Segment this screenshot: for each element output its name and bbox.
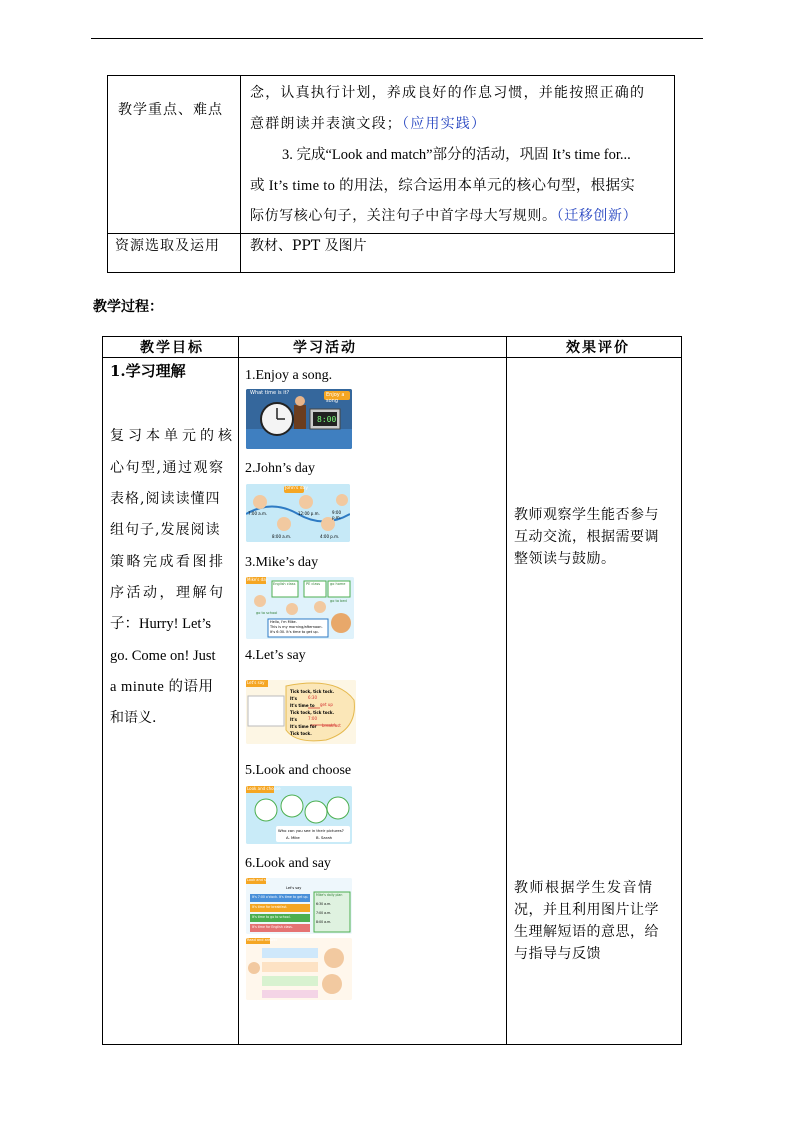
key-points-line-3: 3. 完成“Look and match”部分的活动，巩固 It’s time for... bbox=[282, 147, 631, 163]
lsay-side-1: 6:30 a.m. bbox=[316, 902, 332, 906]
say-thumbnail bbox=[246, 680, 356, 744]
header-evaluation: 效果评价 bbox=[566, 340, 630, 356]
resources-value: 教材、PPT 及图片 bbox=[250, 238, 367, 254]
song-thumbnail bbox=[246, 389, 352, 449]
lsay-row-1: It's 7:00 o'clock. It's time to get up. bbox=[252, 895, 309, 899]
john-time-3: 12:00 p.m. bbox=[298, 511, 320, 516]
say-line-1: Tick tock, tick tock. bbox=[290, 689, 335, 694]
lsay-side-3: 8:00 a.m. bbox=[316, 920, 332, 924]
say-time-1: 6:30 bbox=[308, 695, 317, 700]
lsay-row-3: It's time to go to school. bbox=[252, 915, 291, 919]
say-line-6: It's time for bbox=[290, 724, 317, 729]
john-thumbnail bbox=[246, 484, 350, 542]
mike-thumbnail bbox=[246, 577, 354, 639]
choose-question: Who can you see in their pictures? bbox=[278, 828, 344, 833]
song-clock-readout: 8:00 bbox=[317, 415, 337, 424]
header-activity: 学习活动 bbox=[293, 340, 357, 356]
mike-label-school: go to school bbox=[256, 611, 278, 615]
lsay-row-4: It's time for English class. bbox=[252, 925, 293, 929]
say-line-3: It's time to bbox=[290, 703, 315, 708]
section-title: 教学过程： bbox=[93, 299, 163, 315]
activity-2: 2.John’s day bbox=[245, 461, 315, 476]
activity-5: 5.Look and choose bbox=[245, 763, 352, 778]
mike-label-bed: go to bed bbox=[330, 599, 347, 603]
lsay-badge-2: Read and answer bbox=[247, 938, 278, 942]
lsay-thumbnail bbox=[246, 878, 352, 934]
john-badge: John's day bbox=[285, 486, 309, 491]
say-phrase-1: get up bbox=[320, 702, 333, 707]
mike-label-home: go home bbox=[330, 582, 346, 586]
choose-option-b: B. Sarah bbox=[316, 835, 333, 840]
mike-badge: Mike's day bbox=[247, 577, 269, 582]
activity-6: 6.Look and say bbox=[245, 856, 331, 871]
lsay-badge: Look and say bbox=[247, 878, 271, 882]
activity-3: 3.Mike’s day bbox=[245, 555, 319, 570]
header-rule bbox=[91, 38, 703, 39]
mike-label-pe: PE class bbox=[306, 582, 321, 586]
lsay-heading: Let's say bbox=[286, 886, 302, 890]
lsay-row-2: It's time for breakfast. bbox=[252, 905, 288, 909]
apply-practice-tag: （应用实践） bbox=[402, 116, 487, 132]
goal-title: 1.学习理解 bbox=[110, 362, 186, 380]
resources-label: 资源选取及运用 bbox=[115, 238, 220, 254]
activity-1: 1.Enjoy a song. bbox=[245, 368, 333, 383]
key-points-line-5: 际仿写核心句子，关注句子中首字母大写规则。（迁移创新） bbox=[250, 208, 638, 224]
mike-intro-2: This is my morning/afternoon. bbox=[270, 625, 323, 629]
mike-intro-1: Hello, I'm Mike. bbox=[270, 620, 297, 624]
john-time-4: 4:00 p.m. bbox=[320, 534, 340, 539]
key-points-line-2: 意群朗读并表演文段；（应用实践） bbox=[250, 116, 487, 132]
choose-badge: Look and choose bbox=[247, 786, 281, 791]
choose-option-a: A. Mike bbox=[286, 835, 300, 840]
lsay-side-2: 7:00 a.m. bbox=[316, 911, 332, 915]
activity-4: 4.Let’s say bbox=[245, 648, 306, 663]
say-time-2: 7:00 bbox=[308, 716, 317, 721]
song-badge: Enjoy a song bbox=[326, 392, 345, 404]
say-line-7: Tick tock. bbox=[290, 731, 312, 736]
john-time-5: 9:00 p.m. bbox=[332, 510, 341, 520]
john-time-1: 7:00 a.m. bbox=[248, 511, 268, 516]
header-goal: 教学目标 bbox=[140, 340, 204, 356]
key-points-line-4: 或 It’s time to 的用法，综合运用本单元的核心句型，根据实 bbox=[250, 178, 636, 194]
transfer-innovate-tag: （迁移创新） bbox=[556, 208, 638, 224]
key-points-label: 教学重点、难点 bbox=[118, 102, 223, 118]
key-points-line-1: 念，认真执行计划，养成良好的作息习惯，并能按照正确的 bbox=[250, 85, 646, 101]
song-title: What time is it? bbox=[250, 390, 290, 396]
choose-thumbnail bbox=[246, 786, 352, 844]
john-time-2: 8:00 a.m. bbox=[272, 534, 292, 539]
say-line-4: Tick tock, tick tock. bbox=[290, 710, 335, 715]
say-phrase-2: breakfast bbox=[322, 723, 341, 728]
say-line-2: It's bbox=[290, 696, 298, 701]
mike-intro-3: It's 6:30. It's time to get up. bbox=[270, 630, 319, 634]
say-line-5: It's bbox=[290, 717, 298, 722]
lsay-side-title: Mike's daily plan bbox=[316, 893, 343, 897]
mike-label-english: English class bbox=[273, 582, 296, 586]
lsay-thumbnail-2 bbox=[246, 938, 352, 1000]
say-badge: Let's say bbox=[247, 680, 265, 685]
